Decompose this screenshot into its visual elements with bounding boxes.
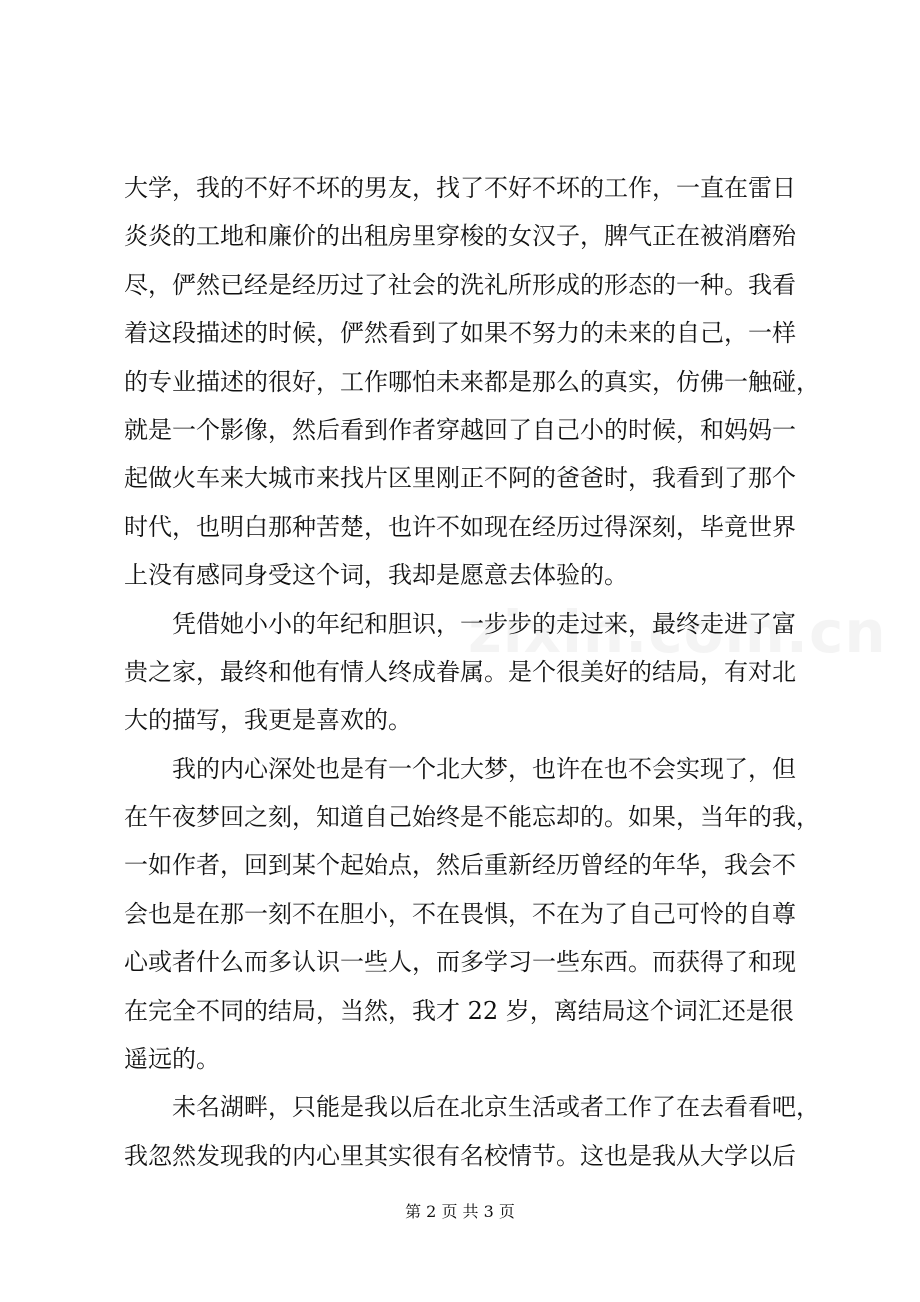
text-line: 遥远的。 (124, 1045, 220, 1074)
text-line: 大学，我的不好不坏的男友，找了不好不坏的工作，一直在雷日 (124, 174, 796, 202)
text-line: 心或者什么而多认识一些人，而多学习一些东西。而获得了和现 (124, 948, 796, 977)
paragraph (124, 745, 820, 1084)
paragraph (124, 1083, 820, 1180)
page-number: 第 2 页 共 3 页 (405, 1202, 515, 1221)
text-line: 大的描写，我更是喜欢的。 (124, 706, 412, 735)
paragraph (124, 164, 820, 600)
text-line: 一如作者，回到某个起始点，然后重新经历曾经的年华，我会不 (124, 851, 796, 880)
text-line: 贵之家，最终和他有情人终成眷属。是个很美好的结局，有对北 (124, 657, 796, 686)
page-footer (0, 1200, 920, 1224)
text-line: 会也是在那一刻不在胆小，不在畏惧，不在为了自己可怜的自尊 (124, 899, 796, 928)
document-body (124, 164, 820, 1180)
paragraph (124, 600, 799, 745)
text-line: 着这段描述的时候，俨然看到了如果不努力的未来的自己，一样 (124, 319, 796, 348)
text-line: 的专业描述的很好，工作哪怕未来都是那么的真实，仿佛一触碰， (124, 367, 820, 396)
text-line: 就是一个影像，然后看到作者穿越回了自己小的时候，和妈妈一 (124, 415, 796, 444)
text-line: 凭借她小小的年纪和胆识，一步步的走过来，最终走进了富 (172, 609, 796, 638)
text-line: 我忽然发现我的内心里其实很有名校情节。这也是我从大学以后 (124, 1141, 796, 1170)
text-line: 尽，俨然已经是经历过了社会的洗礼所形成的形态的一种。我看 (124, 270, 796, 299)
text-line: 在午夜梦回之刻，知道自己始终是不能忘却的。如果，当年的我， (124, 803, 820, 832)
text-line: 时代，也明白那种苦楚，也许不如现在经历过得深刻，毕竟世界 (124, 512, 796, 541)
text-line: 未名湖畔，只能是我以后在北京生活或者工作了在去看看吧， (172, 1093, 820, 1122)
text-line: 上没有感同身受这个词，我却是愿意去体验的。 (124, 561, 628, 590)
text-line: 炎炎的工地和廉价的出租房里穿梭的女汉子，脾气正在被消磨殆 (124, 222, 796, 251)
text-line: 在完全不同的结局，当然，我才 22 岁，离结局这个词汇还是很 (124, 996, 794, 1025)
text-line: 我的内心深处也是有一个北大梦，也许在也不会实现了，但 (172, 754, 796, 783)
text-line: 起做火车来大城市来找片区里刚正不阿的爸爸时，我看到了那个 (124, 464, 796, 493)
